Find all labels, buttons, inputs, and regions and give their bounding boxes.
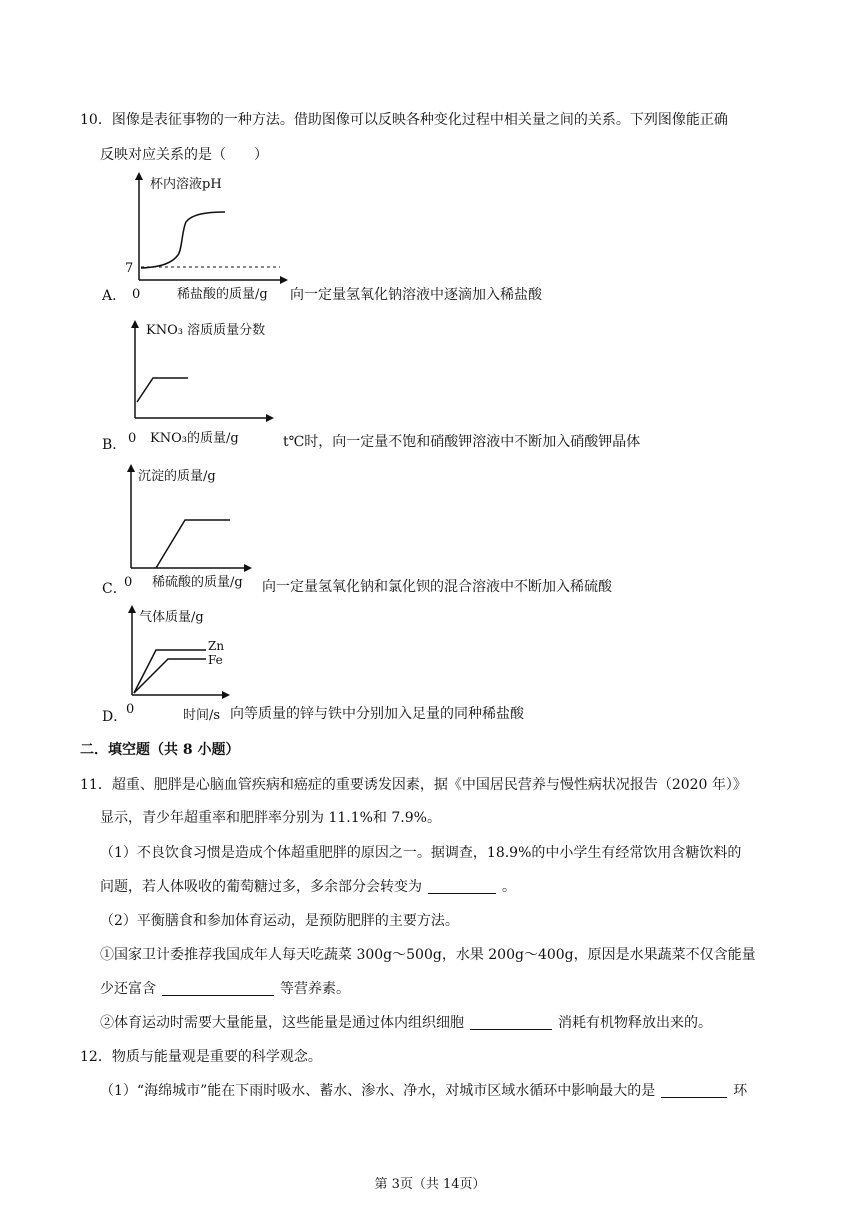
- answer-blank-2[interactable]: [162, 981, 274, 996]
- graph-d-xlabel: 时间/s: [183, 708, 221, 723]
- q11-item2-text: ②体育运动时需要大量能量，这些能量是通过体内组织细胞: [100, 1015, 464, 1031]
- graph-c-y-arrow: [127, 464, 135, 472]
- graph-d: [120, 603, 235, 723]
- graph-d-y-arrow: [128, 605, 136, 613]
- q12-part1-text: （1）“海绵城市”能在下雨时吸水、蓄水、渗水、净水，对城市区域水循环中影响最大的是: [100, 1083, 656, 1099]
- q11-number: 11．: [80, 777, 112, 793]
- option-b-description: t℃时，向一定量不饱和硝酸钾溶液中不断加入硝酸钾晶体: [283, 434, 641, 450]
- graph-b-y-arrow: [131, 320, 139, 328]
- graph-b-ylabel: KNO₃ 溶质质量分数: [146, 323, 266, 338]
- q11-part2: （2）平衡膳食和参加体育运动，是预防肥胖的主要方法。: [100, 913, 459, 929]
- option-c-description: 向一定量氢氧化钠和氯化钡的混合溶液中不断加入稀硫酸: [262, 579, 612, 595]
- graph-d-fe-line: [134, 659, 206, 693]
- graph-d-fe-label: Fe: [208, 653, 223, 667]
- q11-part1-line2: [100, 877, 516, 897]
- graph-a-curve: [141, 212, 225, 268]
- page-footer: 第 3页（共 14页）: [374, 1177, 486, 1192]
- graph-b-curve: [137, 378, 188, 402]
- graph-a-ylabel: 杯内溶液pH: [150, 177, 222, 192]
- answer-blank-3[interactable]: [470, 1015, 552, 1030]
- graph-d-x-arrow: [222, 691, 230, 699]
- q11-item1-text: 少还富含: [100, 981, 156, 997]
- graph-d-zn-line: [134, 650, 206, 693]
- q11-item2: [100, 1013, 712, 1033]
- option-d-description: 向等质量的锌与铁中分别加入足量的同种稀盐酸: [230, 706, 524, 722]
- graph-c-origin: 0: [124, 575, 133, 590]
- q10-stem-2: 反映对应关系的是（ ）: [100, 147, 268, 163]
- graph-c: [120, 462, 265, 597]
- graph-d-zn-label: Zn: [208, 639, 225, 653]
- q12-part1: [100, 1081, 747, 1101]
- q11-part1-text: 问题，若人体吸收的葡萄糖过多，多余部分会转变为: [100, 879, 422, 895]
- graph-a-ref-tick: 7: [125, 261, 134, 276]
- answer-blank-4[interactable]: [661, 1083, 727, 1098]
- q11-item1-end: 等营养素。: [280, 981, 350, 997]
- q10-number: 10．: [80, 112, 112, 128]
- q11-stem-2: 显示，青少年超重率和肥胖率分别为 11.1%和 7.9%。: [100, 810, 441, 826]
- graph-b: [122, 318, 282, 453]
- graph-d-ylabel: 气体质量/g: [139, 610, 204, 625]
- q11-item2-end: 消耗有机物释放出来的。: [558, 1015, 712, 1031]
- option-b-letter: B．: [102, 437, 127, 453]
- q10-line1: [80, 110, 728, 130]
- option-a-description: 向一定量氢氧化钠溶液中逐滴加入稀盐酸: [290, 287, 542, 303]
- graph-b-x-arrow: [266, 414, 274, 422]
- graph-a-y-arrow: [135, 172, 143, 180]
- graph-a-origin: 0: [132, 287, 141, 302]
- answer-blank-1[interactable]: [428, 879, 496, 894]
- graph-a-x-arrow: [280, 276, 288, 284]
- q11-stem-1: 超重、肥胖是心脑血管疾病和癌症的重要诱发因素，据《中国居民营养与慢性病状况报告（2020 年）》: [111, 777, 747, 793]
- graph-c-xlabel: 稀硫酸的质量/g: [152, 575, 243, 590]
- option-d-letter: D．: [102, 709, 128, 725]
- q12-number: 12．: [80, 1049, 112, 1065]
- graph-b-xlabel: KNO₃的质量/g: [150, 431, 239, 446]
- graph-c-curve: [156, 520, 230, 568]
- q11-part1-end: 。: [502, 879, 516, 895]
- section-heading: 二．填空题（共 8 小题）: [80, 742, 240, 758]
- graph-d-origin: 0: [126, 702, 135, 717]
- q12-line1: [80, 1047, 322, 1067]
- graph-b-origin: 0: [128, 431, 137, 446]
- q11-part1-line1: （1）不良饮食习惯是造成个体超重肥胖的原因之一。据调查，18.9%的中小学生有经常饮用含糖饮料的: [100, 845, 742, 861]
- option-a-letter: A．: [102, 288, 127, 304]
- graph-c-ylabel: 沉淀的质量/g: [138, 469, 216, 484]
- q12-part1-end: 环: [733, 1083, 748, 1099]
- option-c-letter: C．: [102, 581, 127, 597]
- q11-item1-line2: [100, 979, 350, 999]
- graph-c-x-arrow: [244, 564, 252, 572]
- graph-a-xlabel: 稀盐酸的质量/g: [177, 287, 268, 302]
- q12-stem: 物质与能量观是重要的科学观念。: [111, 1049, 322, 1065]
- q10-stem-1: 图像是表征事物的一种方法。借助图像可以反映各种变化过程中相关量之间的关系。下列图像能正确: [111, 112, 728, 128]
- graph-a: [122, 170, 292, 305]
- q11-line1: [80, 775, 747, 795]
- q11-item1-line1: ①国家卫计委推荐我国成年人每天吃蔬菜 300g～500g，水果 200g～400g，原因是水果蔬菜不仅含能量: [100, 947, 756, 963]
